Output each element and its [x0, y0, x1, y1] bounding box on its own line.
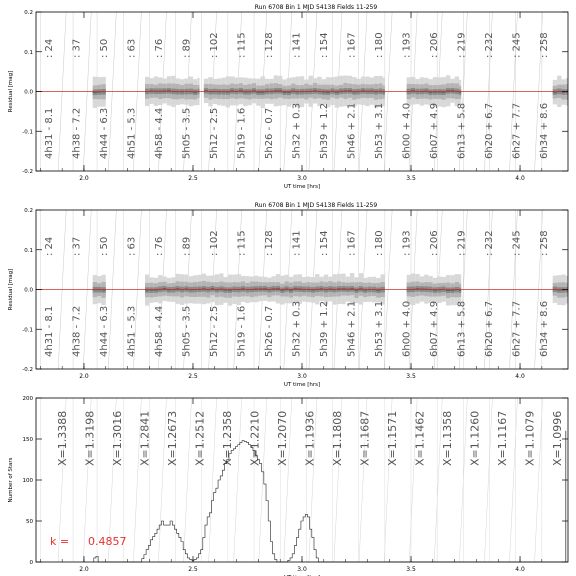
scan-trace	[184, 398, 192, 562]
field-coord-label: 5h32 + 0.3	[291, 300, 303, 357]
y-tick-label: -0.2	[22, 367, 33, 373]
x-tick-label: 2.5	[188, 566, 198, 573]
scan-trace	[209, 398, 217, 562]
field-coord-label: 6h00 + 4.0	[401, 102, 413, 159]
airmass-label: X=1.1260	[468, 410, 482, 466]
field-id-label: : 76	[154, 236, 165, 256]
field-coord-label: 4h51 - 5.3	[126, 107, 138, 159]
field-coord-label: 6h27 + 7.7	[511, 102, 523, 159]
field-id-label: : 245	[511, 230, 523, 256]
x-tick-label: 3.5	[406, 566, 416, 573]
airmass-label: X=1.3016	[111, 410, 124, 466]
field-coord-label: 5h46 + 2.1	[346, 102, 358, 159]
airmass-label: X=1.2673	[166, 410, 179, 466]
x-tick-label: 3.5	[406, 373, 416, 380]
field-id-label: : 115	[236, 230, 248, 256]
x-tick-label: 3.0	[297, 373, 307, 380]
field-coord-label: 6h07 + 4.9	[429, 300, 440, 357]
field-id-label: : 102	[209, 32, 220, 58]
extinction-k-value: 0.4857	[88, 535, 127, 548]
field-coord-label: 6h00 + 4.0	[401, 300, 413, 357]
y-axis-label: Residual [mag]	[8, 268, 14, 311]
scan-trace	[509, 398, 517, 562]
x-tick-label: 2.0	[79, 175, 89, 182]
field-coord-label: 6h13 + 5.8	[456, 102, 468, 159]
field-id-label: : 232	[484, 32, 495, 58]
field-id-label: : 76	[154, 38, 165, 58]
scan-trace	[234, 398, 242, 562]
field-coord-label: 4h58 - 4.4	[154, 107, 165, 159]
airmass-label: X=1.2070	[276, 410, 289, 466]
field-coord-label: 5h46 + 2.1	[346, 300, 358, 357]
field-id-label: : 89	[181, 236, 193, 256]
field-coord-label: 4h38 - 7.2	[71, 107, 83, 159]
field-id-label: : 89	[181, 38, 193, 58]
field-id-label: : 37	[71, 236, 83, 256]
field-id-label: : 206	[429, 230, 440, 256]
x-tick-label: 4.0	[515, 373, 525, 380]
airmass-label: X=1.3198	[83, 410, 97, 466]
field-coord-label: 4h31 - 8.1	[44, 305, 55, 357]
field-id-label: : 115	[236, 32, 248, 58]
residual-panel-1	[8, 4, 568, 190]
airmass-label: X=1.1358	[441, 410, 454, 466]
field-coord-label: 6h13 + 5.8	[456, 300, 468, 357]
field-id-label: : 141	[291, 230, 303, 256]
y-axis-label: Number of Stars	[8, 457, 14, 503]
field-coord-label: 5h12 - 2.5	[209, 107, 220, 159]
x-tick-label: 4.0	[515, 566, 525, 573]
field-coord-label: 6h20 + 6.7	[484, 102, 495, 159]
field-coord-label: 6h07 + 4.9	[429, 102, 440, 159]
airmass-label: X=1.1167	[496, 410, 509, 466]
field-id-label: : 258	[539, 32, 550, 58]
field-coord-label: 5h32 + 0.3	[291, 102, 303, 159]
airmass-label: X=1.1936	[303, 410, 317, 466]
field-coord-label: 4h58 - 4.4	[154, 305, 165, 357]
field-id-label: : 128	[264, 230, 275, 256]
field-coord-label: 5h53 + 3.1	[374, 102, 385, 159]
field-id-label: : 102	[209, 230, 220, 256]
field-coord-label: 5h12 - 2.5	[209, 305, 220, 357]
field-id-label: : 219	[456, 230, 468, 256]
airmass-label: X=1.1462	[413, 410, 427, 466]
y-tick-label: 0.1	[24, 247, 33, 254]
airmass-label: X=1.2210	[248, 410, 262, 466]
y-tick-label: 0.0	[24, 89, 33, 96]
airmass-label: X=1.0996	[551, 410, 564, 466]
field-id-label: : 63	[126, 38, 138, 58]
x-tick-label: 2.5	[188, 175, 198, 182]
x-tick-label: 2.0	[79, 566, 89, 573]
field-coord-label: 6h34 + 8.6	[539, 300, 550, 357]
airmass-label: X=1.2841	[138, 410, 152, 466]
y-axis-label: Residual [mag]	[8, 70, 14, 113]
field-id-label: : 180	[374, 230, 385, 256]
field-coord-label: 6h27 + 7.7	[511, 300, 523, 357]
y-tick-label: 50	[26, 519, 33, 525]
field-id-label: : 232	[484, 230, 495, 256]
histogram-bars	[94, 441, 565, 562]
field-id-label: : 180	[374, 32, 385, 58]
y-tick-label: -0.2	[22, 169, 33, 175]
field-id-label: : 128	[264, 32, 275, 58]
field-coord-label: 6h34 + 8.6	[539, 102, 550, 159]
field-id-label: : 193	[401, 32, 413, 58]
y-tick-label: 0.2	[24, 10, 33, 16]
x-tick-label: 3.5	[406, 175, 416, 182]
y-tick-label: -0.1	[22, 327, 33, 334]
field-coord-label: 4h31 - 8.1	[44, 107, 55, 159]
x-tick-label: 4.0	[515, 175, 525, 182]
y-tick-label: 0.1	[24, 49, 33, 56]
x-tick-label: 2.0	[79, 373, 89, 380]
field-coord-label: 4h44 - 6.3	[99, 107, 110, 159]
x-tick-label: 3.0	[297, 175, 307, 182]
field-id-label: : 219	[456, 32, 468, 58]
field-id-label: : 141	[291, 32, 303, 58]
field-id-label: : 154	[319, 32, 330, 58]
y-tick-label: 0	[29, 560, 33, 566]
field-id-label: : 206	[429, 32, 440, 58]
airmass-label: X=1.1079	[523, 410, 537, 466]
y-tick-label: 200	[22, 396, 33, 402]
field-coord-label: 4h51 - 5.3	[126, 305, 138, 357]
field-id-label: : 154	[319, 230, 330, 256]
field-id-label: : 24	[44, 236, 55, 256]
field-coord-label: 6h20 + 6.7	[484, 300, 495, 357]
field-coord-label: 5h19 - 1.6	[236, 305, 248, 357]
field-id-label: : 258	[539, 230, 550, 256]
x-tick-label: 3.0	[297, 566, 307, 573]
field-coord-label: 5h05 - 3.5	[181, 305, 193, 357]
field-id-label: : 193	[401, 230, 413, 256]
chart-title: Run 6708 Bin 1 MJD 54138 Fields 11-259	[254, 4, 378, 11]
y-tick-label: 100	[22, 478, 33, 484]
field-coord-label: 4h44 - 6.3	[99, 305, 110, 357]
y-tick-label: 0.2	[24, 208, 33, 214]
field-id-label: : 50	[99, 236, 110, 256]
field-id-label: : 50	[99, 38, 110, 58]
field-coord-label: 5h39 + 1.2	[319, 300, 330, 357]
x-axis-label: UT time [hrs]	[283, 382, 321, 388]
x-axis-label: UT time [hrs]	[283, 184, 321, 190]
field-coord-label: 5h26 - 0.7	[264, 305, 275, 357]
field-coord-label: 5h19 - 1.6	[236, 107, 248, 159]
y-tick-label: 150	[22, 437, 33, 443]
field-coord-label: 5h39 + 1.2	[319, 102, 330, 159]
airmass-label: X=1.1687	[358, 410, 372, 466]
residual-panel-2	[8, 202, 568, 388]
y-tick-label: -0.1	[22, 129, 33, 136]
airmass-label: X=1.1808	[331, 410, 344, 466]
airmass-label: X=1.2512	[193, 410, 207, 466]
field-coord-label: 4h38 - 7.2	[71, 305, 83, 357]
airmass-label: X=1.2358	[221, 410, 234, 466]
airmass-label: X=1.3388	[56, 410, 69, 466]
extinction-k-label: k =	[50, 535, 70, 548]
chart-title: Run 6708 Bin 1 MJD 54138 Fields 11-259	[254, 202, 378, 209]
field-id-label: : 63	[126, 236, 138, 256]
field-id-label: : 24	[44, 38, 55, 58]
y-tick-label: 0.0	[24, 287, 33, 294]
field-coord-label: 5h53 + 3.1	[374, 300, 385, 357]
histogram-panel	[8, 396, 568, 576]
field-id-label: : 245	[511, 32, 523, 58]
scan-trace	[484, 398, 492, 562]
field-id-label: : 37	[71, 38, 83, 58]
field-id-label: : 167	[346, 230, 358, 256]
field-id-label: : 167	[346, 32, 358, 58]
field-coord-label: 5h05 - 3.5	[181, 107, 193, 159]
airmass-label: X=1.1571	[386, 410, 399, 466]
field-coord-label: 5h26 - 0.7	[264, 107, 275, 159]
x-tick-label: 2.5	[188, 373, 198, 380]
